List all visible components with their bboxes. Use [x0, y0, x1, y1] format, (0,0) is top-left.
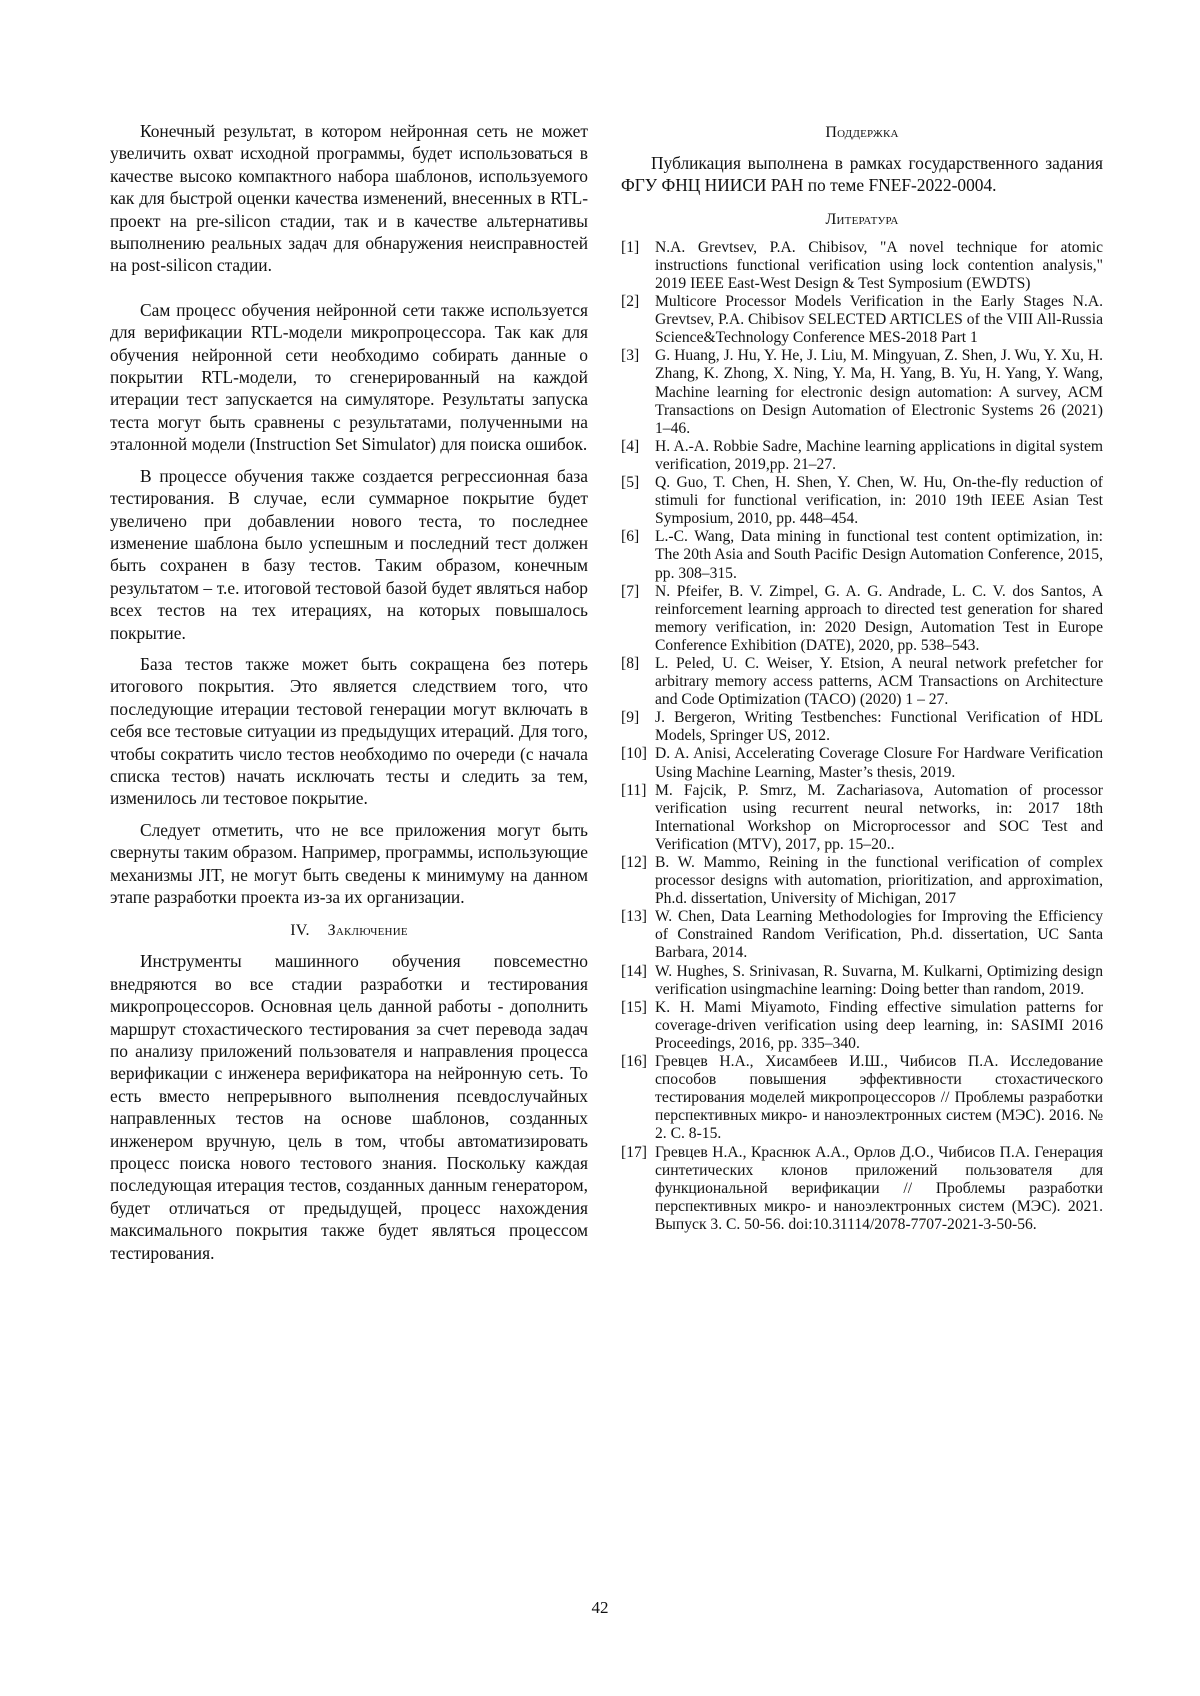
reference-text: K. H. Mami Miyamoto, Finding effective simulation patterns for coverage-driven verification using deep learning, in: SASIMI 2016 Proceedings, 2016, pp. 335–340.: [655, 998, 1103, 1052]
paragraph: В процессе обучения также создается регрессионная база тестирования. В случае, если суммарное покрытие будет увеличено при добавлении нового теста, то последнее изменение шаблона было успешным и последний тест должен быть сохранен в базу тестов. Таким образом, конечным результатом – т.е. итоговой тестовой базой будет являться набор всех тестов на тех итерациях, на которых повышалось покрытие.: [110, 465, 588, 643]
reference-index: [16]: [621, 1053, 647, 1071]
reference-text: J. Bergeron, Writing Testbenches: Functional Verification of HDL Models, Springer US, 2012.: [655, 709, 1103, 745]
reference-index: [7]: [621, 582, 640, 600]
reference-text: Гревцев Н.А., Хисамбеев И.Ш., Чибисов П.А. Исследование способов повышения эффективности стохастического тестирования моделей микропроцессоров // Проблемы разработки перспективных микро- и наноэлектронных систем (МЭС). 2016. № 2. С. 8-15.: [655, 1053, 1103, 1143]
reference-text: W. Hughes, S. Srinivasan, R. Suvarna, M. Kulkarni, Optimizing design verification usingmachine learning: Doing better than random, 2019.: [655, 962, 1103, 998]
reference-text: L. Peled, U. C. Weiser, Y. Etsion, A neural network prefetcher for arbitrary memory access patterns, ACM Transactions on Architecture and Code Optimization (TACO) (2020) 1 – 27.: [655, 654, 1103, 709]
reference-item: [621, 583, 1103, 655]
reference-item: [621, 745, 1103, 781]
reference-text: B. W. Mammo, Reining in the functional verification of complex processor designs with automation, prioritization, and approximation, Ph.d. dissertation, University of Michigan, 2017: [655, 854, 1103, 908]
paragraph: База тестов также может быть сокращена без потерь итогового покрытия. Это является следствием того, что последующие итерации тестовой генерации могут включать в себя все тестовые ситуации из предыдущих итераций. Для того, чтобы сократить число тестов необходимо по очереди (с начала списка тестов) начать исключать тесты и следить за тем, изменилось ли тестовое покрытие.: [110, 653, 588, 809]
reference-index: [12]: [621, 854, 647, 871]
reference-item: [621, 1053, 1103, 1143]
reference-item: [621, 782, 1103, 854]
reference-index: [14]: [621, 962, 647, 980]
reference-text: M. Fajcik, P. Smrz, M. Zachariasova, Automation of processor verification using recurrent neural networks, in: 2017 18th International Workshop on Microprocessor and SOC Test and Verification (MTV), 2017, pp. 15–20..: [655, 781, 1103, 853]
reference-item: [621, 709, 1103, 745]
reference-item: [621, 963, 1103, 999]
paragraph: Конечный результат, в котором нейронная сеть не может увеличить охват исходной программы, будет использоваться в качестве высоко компактного набора шаблонов, используемого как для быстрой оценки качества изменений, внесенных в RTL-проект на pre-silicon стадии, так и в качестве альтернативы выполнению реальных задач для обнаружения неисправностей на post-silicon стадии.: [110, 121, 588, 276]
reference-index: [17]: [621, 1143, 647, 1161]
reference-index: [4]: [621, 437, 640, 455]
support-paragraph: Публикация выполнена в рамках государственного задания ФГУ ФНЦ НИИСИ РАН по теме FNEF-2022-0004.: [621, 153, 1103, 196]
reference-text: W. Chen, Data Learning Methodologies for Improving the Efficiency of Constrained Random Verification, Ph.d. dissertation, UC Santa Barbara, 2014.: [655, 908, 1103, 962]
support-section: [621, 124, 1103, 197]
reference-text: D. A. Anisi, Accelerating Coverage Closure For Hardware Verification Using Machine Learning, Master’s thesis, 2019.: [655, 745, 1103, 781]
right-column: [621, 110, 1103, 1234]
reference-item: [621, 474, 1103, 528]
reference-text: Q. Guo, T. Chen, H. Shen, Y. Chen, W. Hu, On-the-fly reduction of stimuli for functional verification, in: 2010 19th IEEE Asian Test Symposium, 2010, pp. 448–454.: [655, 474, 1103, 528]
reference-index: [9]: [621, 709, 640, 727]
reference-index: [15]: [621, 998, 647, 1016]
reference-text: Multicore Processor Models Verification in the Early Stages N.A. Grevtsev, P.A. Chibisov SELECTED ARTICLES of the VIII All-Russia Science&Technology Conference MES-2018 Part 1: [655, 293, 1103, 347]
section-title: Заключение: [327, 922, 408, 940]
left-column: [110, 120, 588, 1264]
reference-index: [6]: [621, 528, 640, 546]
section-number: IV.: [290, 922, 310, 940]
reference-index: [10]: [621, 745, 647, 763]
reference-index: [13]: [621, 908, 647, 926]
reference-item: [621, 347, 1103, 437]
page-number: 42: [591, 1598, 609, 1617]
conclusion-paragraph: Инструменты машинного обучения повсеместно внедряются во все стадии разработки и тестирования микропроцессоров. Основная цель данной работы - дополнить маршрут стохастического тестирования за счет перевода задач по анализу приложений пользователя и направления процесса верификации с инженера верификатора на нейронную сеть. То есть вместо непрерывного выполнения псевдослучайных направленных тестов на основе шаблонов, созданных инженером вручную, цель в том, чтобы автоматизировать процесс поиска нового тестового знания. Поскольку каждая последующая итерация тестов, созданных данным генератором, будет отличаться от предыдущей, процесс нахождения максимального покрытия также будет являться процессом тестирования.: [110, 951, 588, 1263]
reference-item: [621, 854, 1103, 908]
reference-index: [2]: [621, 293, 640, 311]
reference-text: N.A. Grevtsev, P.A. Chibisov, "A novel technique for atomic instructions functional verification using lock contention analysis," 2019 IEEE East-West Design & Test Symposium (EWDTS): [655, 238, 1103, 292]
reference-text: Гревцев Н.А., Краснюк А.А., Орлов Д.О., Чибисов П.А. Генерация синтетических клонов приложений пользователя для функциональной верификации // Проблемы разработки перспективных микро- и наноэлектронных систем (МЭС). 2021. Выпуск 3. С. 50-56. doi:10.31114/2078-7707-2021-3-50-56.: [655, 1143, 1103, 1233]
paragraph: Следует отметить, что не все приложения могут быть свернуты таким образом. Например, программы, использующие механизмы JIT, не могут быть сведены к минимуму на данном этапе разработки проекта из-за их организации.: [110, 819, 588, 907]
reference-item: [621, 655, 1103, 709]
section-heading-conclusion: [110, 922, 588, 940]
reference-item: [621, 528, 1103, 582]
reference-item: [621, 1144, 1103, 1234]
reference-index: [8]: [621, 654, 640, 672]
reference-index: [11]: [621, 781, 647, 799]
reference-list: [621, 239, 1103, 1234]
reference-text: G. Huang, J. Hu, Y. He, J. Liu, M. Mingyuan, Z. Shen, J. Wu, Y. Xu, H. Zhang, K. Zhong, X. Ning, Y. Ma, H. Yang, B. Yu, H. Yang, Y. Wang, Machine learning for electronic design automation: A survey, ACM Transactions on Design Automation of Electronic Systems 26 (2021) 1–46.: [655, 347, 1103, 437]
reference-text: H. A.-A. Robbie Sadre, Machine learning applications in digital system verification, 2019,pp. 21–27.: [655, 437, 1103, 473]
reference-index: [3]: [621, 347, 640, 365]
section-heading-support: Поддержка: [825, 124, 899, 141]
reference-item: [621, 438, 1103, 474]
reference-text: N. Pfeifer, B. V. Zimpel, G. A. G. Andrade, L. C. V. dos Santos, A reinforcement learning approach to directed test generation for shared memory verification, in: 2020 Design, Automation Test in Europe Conference Exhibition (DATE), 2020, pp. 538–543.: [655, 582, 1103, 654]
reference-item: [621, 293, 1103, 347]
paragraph: Сам процесс обучения нейронной сети также используется для верификации RTL-модели микропроцессора. Так как для обучения нейронной сети необходимо собирать данные о покрытии RTL-модели, то сгенерированный на каждой итерации тест запускается на симуляторе. Результаты запуска теста могут быть сравнены с результатами, полученными на эталонной модели (Instruction Set Simulator) для поиска ошибок.: [110, 299, 588, 455]
reference-text: L.-C. Wang, Data mining in functional test content optimization, in: The 20th Asia and South Pacific Design Automation Conference, 2015, pp. 308–315.: [655, 528, 1103, 582]
section-heading-references: Литература: [825, 210, 899, 228]
reference-index: [1]: [621, 238, 640, 256]
reference-item: [621, 908, 1103, 962]
reference-item: [621, 239, 1103, 293]
reference-item: [621, 999, 1103, 1053]
reference-index: [5]: [621, 474, 640, 492]
